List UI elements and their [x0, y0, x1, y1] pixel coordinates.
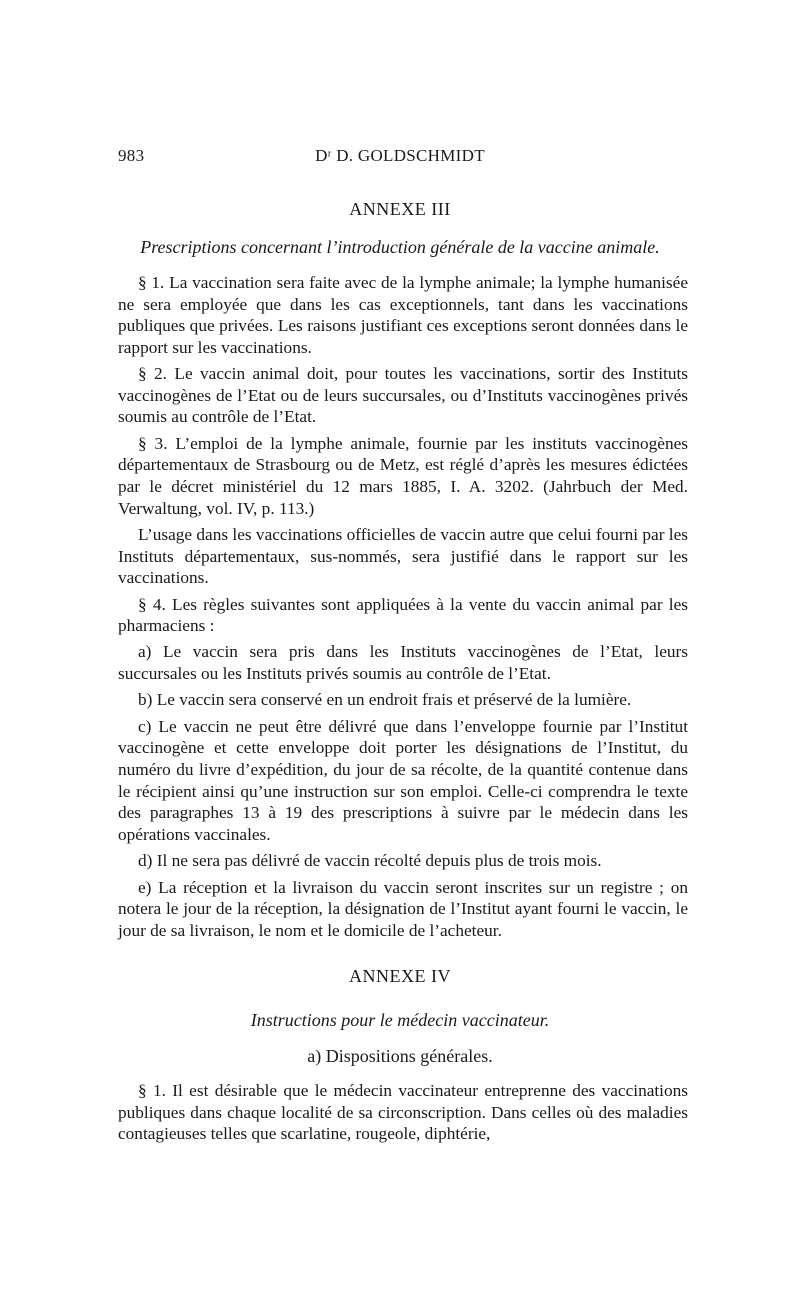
paragraph-4d: d) Il ne sera pas délivré de vaccin récolté depuis plus de trois mois.	[138, 851, 602, 871]
running-head-author: Dʳ D. GOLDSCHMIDT	[315, 146, 485, 165]
paragraph-4b: b) Le vaccin sera conservé en un endroit frais et préservé de la lumière.	[138, 690, 632, 710]
paragraph-4c: c) Le vaccin ne peut être délivré que dans l’enveloppe fournie par l’Institut vaccinogène et cette enveloppe doit porter les désignations de l’Institut, du numéro du livre d’expédition, du jour de sa récolte, de la quantité contenue dans le récipient ainsi qu’une instruction sur son emploi. Celle-ci comprendra le texte des paragraphes 13 à 19 des prescriptions à suivre par le médecin dans les opérations vaccinales.	[118, 716, 688, 844]
annex-iv-section-heading: a) Dispositions générales.	[307, 1046, 493, 1066]
paragraph-3-continuation: L’usage dans les vaccinations officielles de vaccin autre que celui fourni par les Instituts départementaux, sus-nommés, sera justifié dans le rapport sur les vaccinations.	[118, 524, 688, 588]
running-head	[118, 146, 682, 170]
paragraph-4e: e) La réception et la livraison du vaccin seront inscrites sur un registre ; on notera le jour de la réception, la désignation de l’Institut ayant fourni le vaccin, le jour de sa livraison, le nom et le domicile de l’acheteur.	[118, 877, 688, 940]
paragraph-2: § 2. Le vaccin animal doit, pour toutes les vaccinations, sortir des Instituts vaccinogènes de l’Etat ou de leurs succursales, ou d’Instituts vaccinogènes privés soumis au contrôle de l’Etat.	[118, 364, 688, 427]
paragraph-4a: a) Le vaccin sera pris dans les Instituts vaccinogènes de l’Etat, leurs succursales ou les Instituts privés soumis au contrôle de l’Etat.	[118, 642, 688, 684]
paragraph-3: § 3. L’emploi de la lymphe animale, fournie par les instituts vaccinogènes départementaux de Strasbourg ou de Metz, est réglé d’après les mesures édictées par le décret ministériel du 12 mars 1885, I. A. 3202. (Jahrbuch der Med. Verwaltung, vol. IV, p. 113.)	[118, 433, 688, 518]
annex-iv-body	[118, 1080, 688, 1150]
page-number: 983	[118, 146, 145, 165]
paragraph-4: § 4. Les règles suivantes sont appliquées à la vente du vaccin animal par les pharmaciens :	[118, 594, 688, 636]
paragraph-1: § 1. La vaccination sera faite avec de la lymphe animale; la lymphe humanisée ne sera employée que dans les cas exceptionnels, tant dans les vaccinations publiques que privées. Les raisons justifiant ces exceptions seront données dans le rapport sur les vaccinations.	[118, 273, 688, 357]
annex-iii-title: ANNEXE III	[349, 199, 451, 219]
annex-iii-subtitle: Prescriptions concernant l’introduction générale de la vaccine animale.	[140, 237, 660, 257]
annex-iv-title: ANNEXE IV	[349, 966, 451, 986]
annex-iii-body	[118, 272, 688, 946]
annex-iv-paragraph-1: § 1. Il est désirable que le médecin vaccinateur entreprenne des vaccinations publiques dans chaque localité de sa circonscription. Dans celles où des maladies contagieuses telles que scarlatine, rougeole, diphtérie,	[118, 1081, 688, 1144]
annex-iv-subtitle: Instructions pour le médecin vaccinateur.	[250, 1010, 550, 1030]
